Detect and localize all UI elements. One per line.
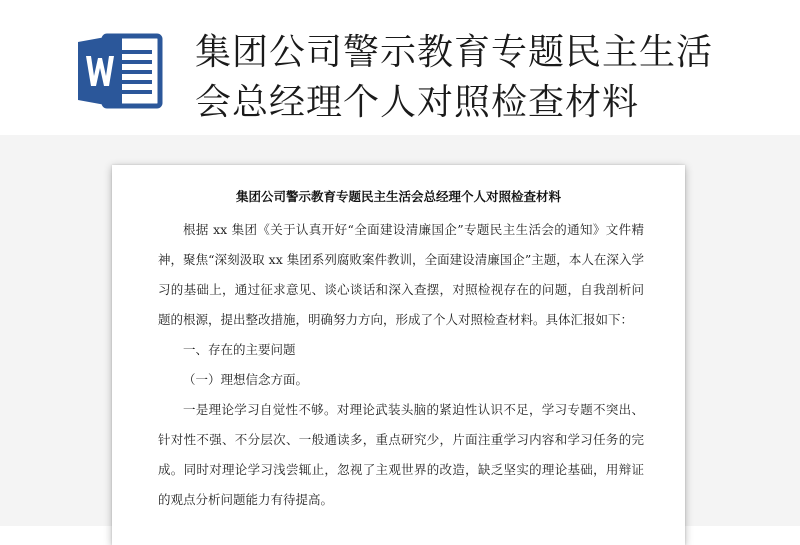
- document-title: 集团公司警示教育专题民主生活会总经理个人对照检查材料: [235, 189, 561, 204]
- word-document-icon: [74, 30, 166, 112]
- title-line-1: 集团公司警示教育专题民主生活: [195, 32, 714, 73]
- heading-subsection-1: （一）理想信念方面。: [183, 372, 309, 387]
- page-title: [195, 28, 785, 128]
- document-body: [158, 215, 644, 515]
- paragraph-intro: 根据 xx 集团《关于认真开好“全面建设清廉国企”专题民主生活会的通知》文件精神，聚焦“深刻汲取 xx 集团系列腐败案件教训，全面建设清廉国企”主题，本人在深入学习的基础上，通过征求意见、谈心谈话和深入查摆，对照检视存在的问题，自我剖析问题的根源，提出整改措施，明确努力方向，形成了个人对照检查材料。具体汇报如下：: [158, 222, 644, 327]
- document-page: [112, 165, 685, 545]
- heading-section-1: 一、存在的主要问题: [183, 342, 296, 357]
- header-banner: [0, 0, 800, 135]
- title-line-2: 会总经理个人对照检查材料: [195, 82, 640, 123]
- paragraph-point-1: 一是理论学习自觉性不够。对理论武装头脑的紧迫性认识不足，学习专题不突出、针对性不强、不分层次、一般通读多，重点研究少，片面注重学习内容和学习任务的完成。同时对理论学习浅尝辄止，忽视了主观世界的改造，缺乏坚实的理论基础，用辩证的观点分析问题能力有待提高。: [158, 402, 644, 507]
